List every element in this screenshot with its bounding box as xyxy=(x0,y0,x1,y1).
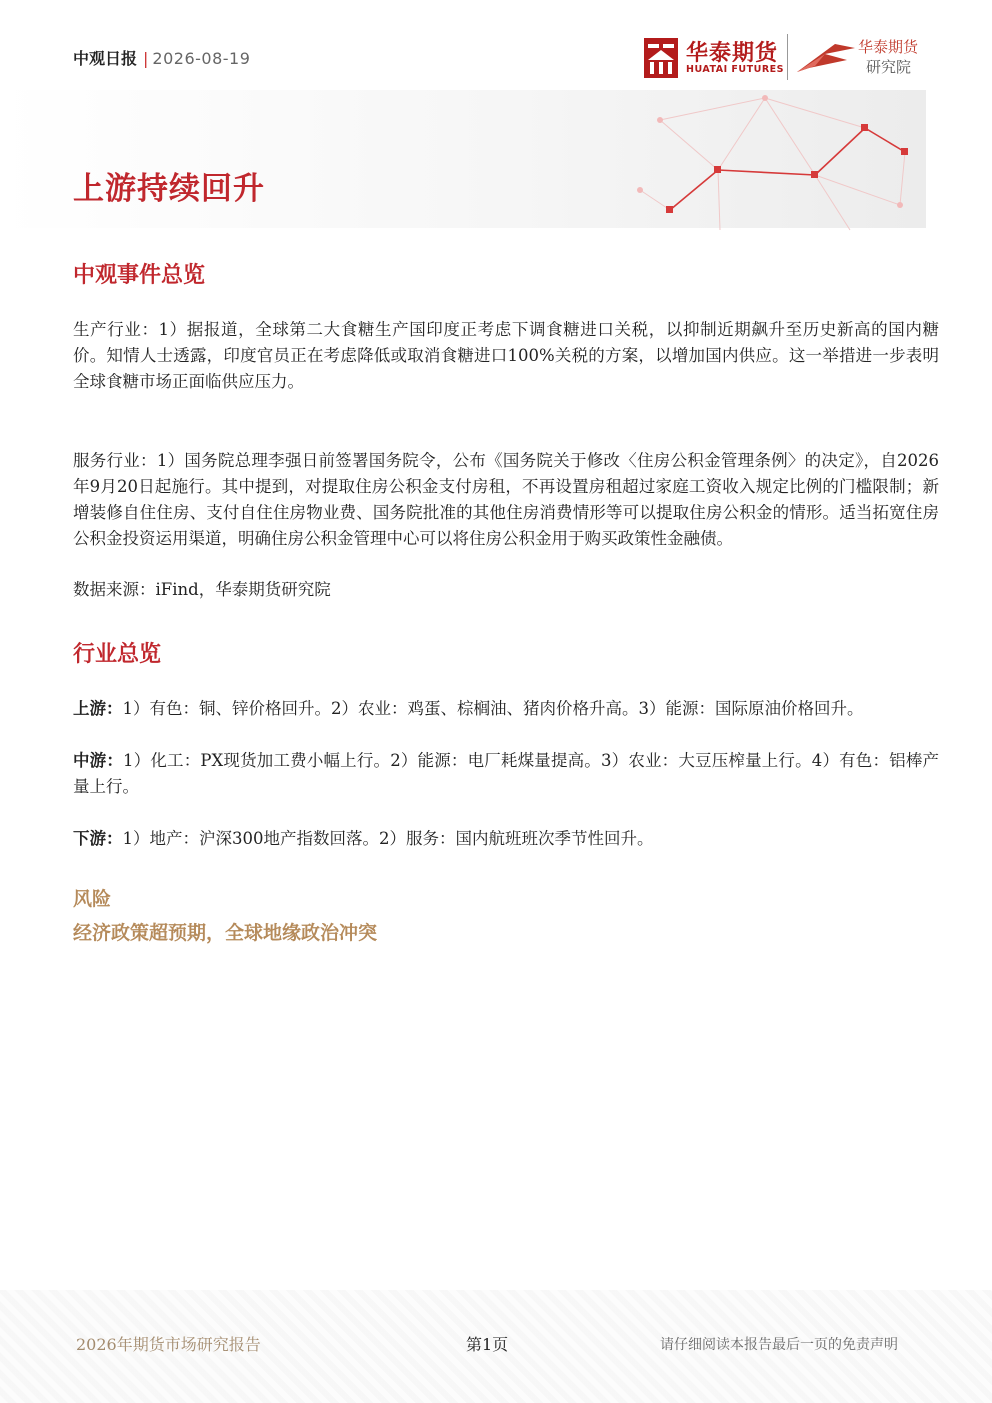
risk-title: 风险 xyxy=(73,888,112,910)
midstream-label: 中游： xyxy=(73,751,124,770)
downstream-label: 下游： xyxy=(73,829,123,848)
footer-disclaimer: 请仔细阅读本报告最后一页的免责声明 xyxy=(660,1337,898,1353)
data-source: 数据来源：iFind，华泰期货研究院 xyxy=(73,580,331,599)
paragraph-service: 服务行业：1）国务院总理李强日前签署国务院令，公布《国务院关于修改〈住房公积金管理条例〉的决定》，自2026年9月20日起施行。其中提到，对提取住房公积金支付房租，不再设置房租超过家庭工资收入规定比例的门槛限制；新增装修自住住房、支付自住住房物业费、国务院批准的其他住房消费情形等可以提取住房公积金的情形。适当拓宽住房公积金投资运用渠道，明确住房公积金管理中心可以将住房公积金用于购买政策性金融债。 xyxy=(73,451,939,548)
paragraph-downstream xyxy=(73,826,939,852)
midstream-text: 1）化工：PX现货加工费小幅上行。2）能源：电厂耗煤量提高。3）农业：大豆压榨量上行。4）有色：铝棒产量上行。 xyxy=(73,751,939,796)
section-title-industry: 行业总览 xyxy=(73,642,162,667)
downstream-text: 1）地产：沪深300地产指数回落。2）服务：国内航班班次季节性回升。 xyxy=(122,829,654,848)
paragraph-upstream xyxy=(73,696,939,722)
paragraph-midstream xyxy=(73,748,939,800)
page-number: 第1页 xyxy=(466,1335,509,1354)
institute-logo-icon xyxy=(795,38,857,78)
logo-divider xyxy=(787,34,788,80)
page-title: 上游持续回升 xyxy=(73,171,265,207)
report-date: 2026-08-19 xyxy=(152,49,251,68)
company-name-cn: 华泰期货 xyxy=(686,41,779,66)
institute-name-bottom: 研究院 xyxy=(866,58,912,76)
header-separator: | xyxy=(143,49,149,68)
network-graphic-icon xyxy=(600,80,930,240)
upstream-text: 1）有色：铜、锌价格回升。2）农业：鸡蛋、棕榈油、猪肉价格升高。3）能源：国际原油价格回升。 xyxy=(122,699,864,718)
header-line xyxy=(73,46,250,69)
risk-text: 经济政策超预期，全球地缘政治冲突 xyxy=(73,922,378,944)
paragraph-production: 生产行业：1）据报道，全球第二大食糖生产国印度正考虑下调食糖进口关税，以抑制近期飙升至历史新高的国内糖价。知情人士透露，印度官员正在考虑降低或取消食糖进口100%关税的方案，以增加国内供应。这一举措进一步表明全球食糖市场正面临供应压力。 xyxy=(73,320,939,391)
huatai-logo-icon xyxy=(644,38,678,78)
institute-name-top: 华泰期货 xyxy=(858,38,919,56)
company-name-en: HUATAI FUTURES xyxy=(686,64,784,75)
report-name: 中观日报 xyxy=(73,49,138,68)
upstream-label: 上游： xyxy=(73,699,123,718)
section-title-overview: 中观事件总览 xyxy=(73,263,206,288)
footer-report-name: 2026年期货市场研究报告 xyxy=(76,1335,261,1354)
